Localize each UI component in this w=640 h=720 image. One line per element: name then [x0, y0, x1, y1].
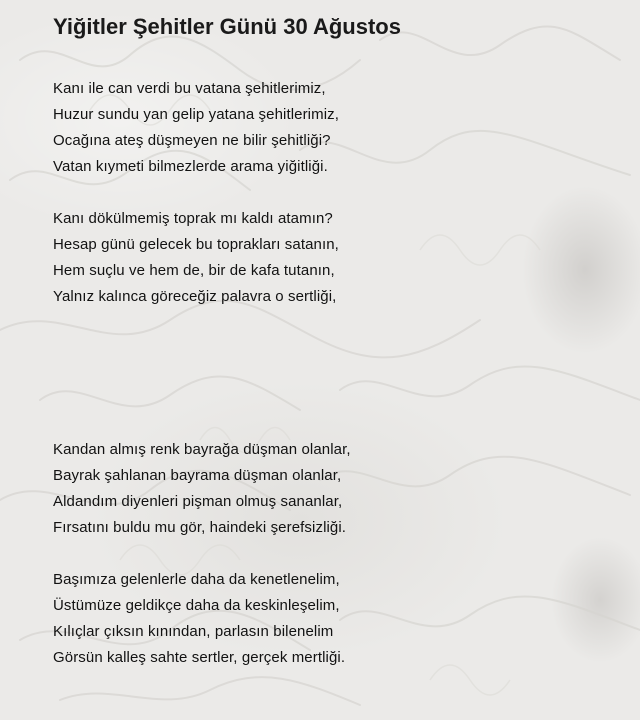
- poem-line: Bayrak şahlanan bayrama düşman olanlar,: [53, 467, 342, 484]
- poem-line: Kandan almış renk bayrağa düşman olanlar,: [53, 441, 351, 458]
- poem-line: Vatan kıymeti bilmezlerde arama yiğitliği.: [53, 158, 328, 175]
- poem-line: Görsün kalleş sahte sertler, gerçek mertliği.: [53, 649, 346, 666]
- stanza-1: [53, 76, 613, 180]
- poem-line: Ocağına ateş düşmeyen ne bilir şehitliği?: [53, 132, 331, 149]
- poem-line: Hem suçlu ve hem de, bir de kafa tutanın,: [53, 262, 335, 279]
- poem-line: Başımıza gelenlerle daha da kenetlenelim,: [53, 571, 340, 588]
- poem-line: Fırsatını buldu mu gör, haindeki şerefsizliği.: [53, 519, 347, 536]
- stanza-4: [53, 567, 613, 671]
- poem-line: Kanı ile can verdi bu vatana şehitlerimiz,: [53, 80, 326, 97]
- poem-line: Hesap günü gelecek bu toprakları satanın,: [53, 236, 339, 253]
- poem-title: Yiğitler Şehitler Günü 30 Ağustos: [53, 14, 401, 39]
- stanza-3: [53, 437, 613, 541]
- stanza-2: [53, 206, 613, 310]
- poem-line: Huzur sundu yan gelip yatana şehitlerimiz,: [53, 106, 340, 123]
- poem-line: Aldandım diyenleri pişman olmuş sananlar,: [53, 493, 343, 510]
- poem-line: Yalnız kalınca göreceğiz palavra o sertliği,: [53, 288, 337, 305]
- poem-line: Üstümüze geldikçe daha da keskinleşelim,: [53, 597, 340, 614]
- poem-line: Kanı dökülmemiş toprak mı kaldı atamın?: [53, 210, 333, 227]
- poem: [53, 10, 613, 666]
- poem-line: Kılıçlar çıksın kınından, parlasın bilenelim: [53, 623, 334, 640]
